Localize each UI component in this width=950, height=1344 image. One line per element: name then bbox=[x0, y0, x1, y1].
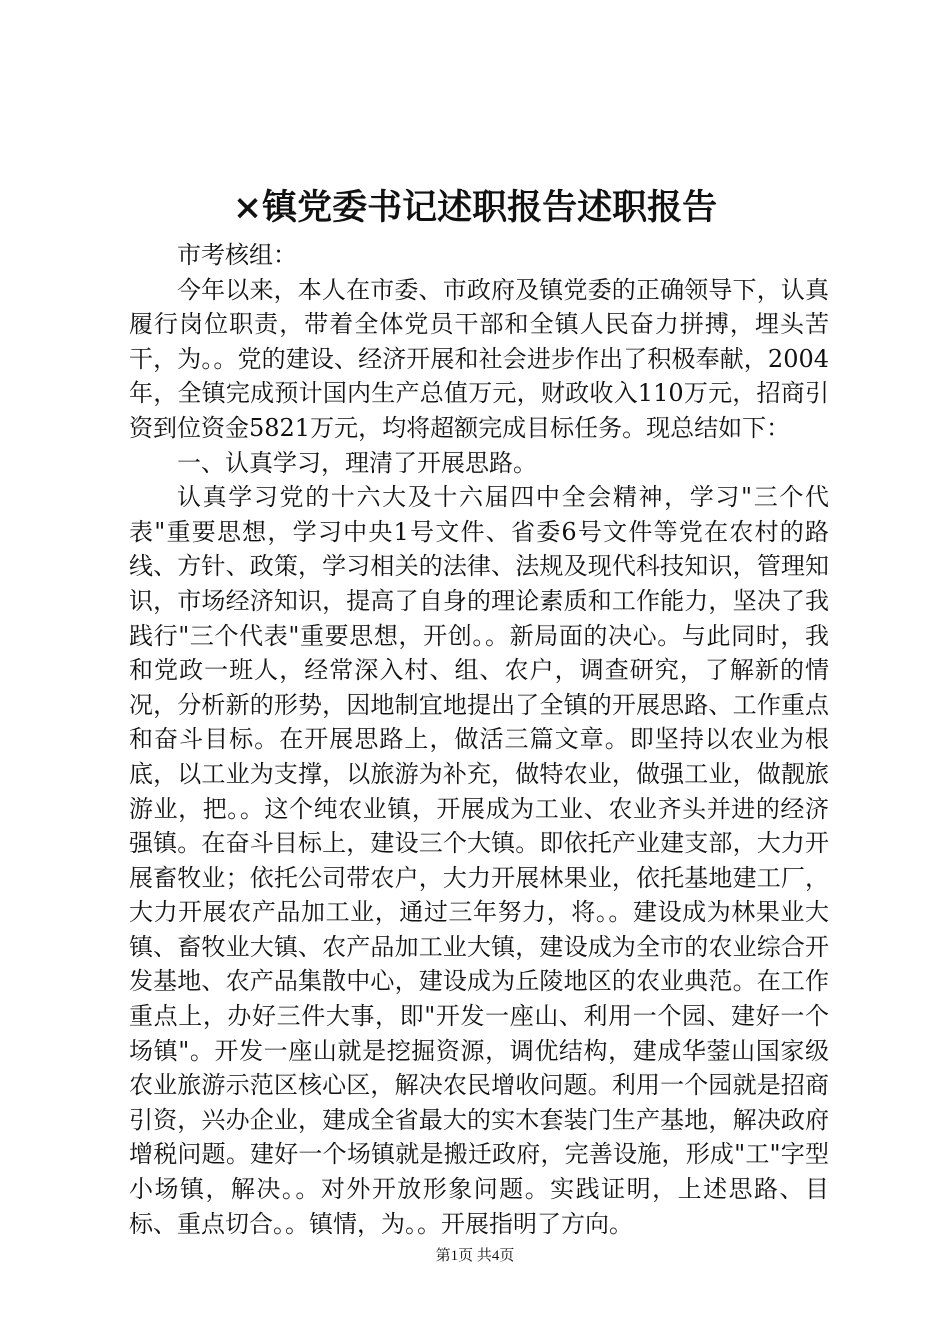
section-paragraph: 认真学习党的十六大及十六届四中全会精神，学习"三个代表"重要思想，学习中央1号文件、省委6号文件等党在农村的路线、方针、政策，学习相关的法律、法规及现代科技知识，管理知识，市场经济知识，提高了自身的理论素质和工作能力，坚决了我践行"三个代表"重要思想，开创。。新局面的决心。与此同时，我和党政一班人，经常深入村、组、农户，调查研究，了解新的情况，分析新的形势，因地制宜地提出了全镇的开展思路、工作重点和奋斗目标。在开展思路上，做活三篇文章。即坚持以农业为根底，以工业为支撑，以旅游为补充，做特农业，做强工业，做靓旅游业，把。。这个纯农业镇，开展成为工业、农业齐头并进的经济强镇。在奋斗目标上，建设三个大镇。即依托产业建支部，大力开展畜牧业；依托公司带农户，大力开展林果业，依托基地建工厂，大力开展农产品加工业，通过三年努力，将。。建设成为林果业大镇、畜牧业大镇、农产品加工业大镇，建设成为全市的农业综合开发基地、农产品集散中心，建设成为丘陵地区的农业典范。在工作重点上，办好三件大事，即"开发一座山、利用一个园、建好一个场镇"。开发一座山就是挖掘资源，调优结构，建成华蓥山国家级农业旅游示范区核心区，解决农民增收问题。利用一个园就是招商引资，兴办企业，建成全省最大的实木套装门生产基地，解决政府增税问题。建好一个场镇就是搬迁政府，完善设施，形成"工"字型小场镇，解决。。对外开放形象问题。实践证明，上述思路、目标、重点切合。。镇情，为。。开展指明了方向。 bbox=[129, 483, 829, 1238]
salutation-paragraph: 市考核组： bbox=[177, 241, 297, 269]
page-footer: 第1页 共4页 bbox=[435, 1248, 515, 1264]
intro-paragraph: 今年以来，本人在市委、市政府及镇党委的正确领导下，认真履行岗位职责，带着全体党员干部和全镇人民奋力拼搏，埋头苦干，为。。党的建设、经济开展和社会进步作出了积极奉献，2004年，全镇完成预计国内生产总值万元，财政收入110万元，招商引资到位资金5821万元，均将超额完成目标任务。现总结如下： bbox=[129, 275, 829, 442]
document-title: ×镇党委书记述职报告述职报告 bbox=[232, 187, 718, 228]
section-heading: 一、认真学习，理清了开展思路。 bbox=[177, 448, 537, 477]
document-body bbox=[129, 238, 829, 1241]
